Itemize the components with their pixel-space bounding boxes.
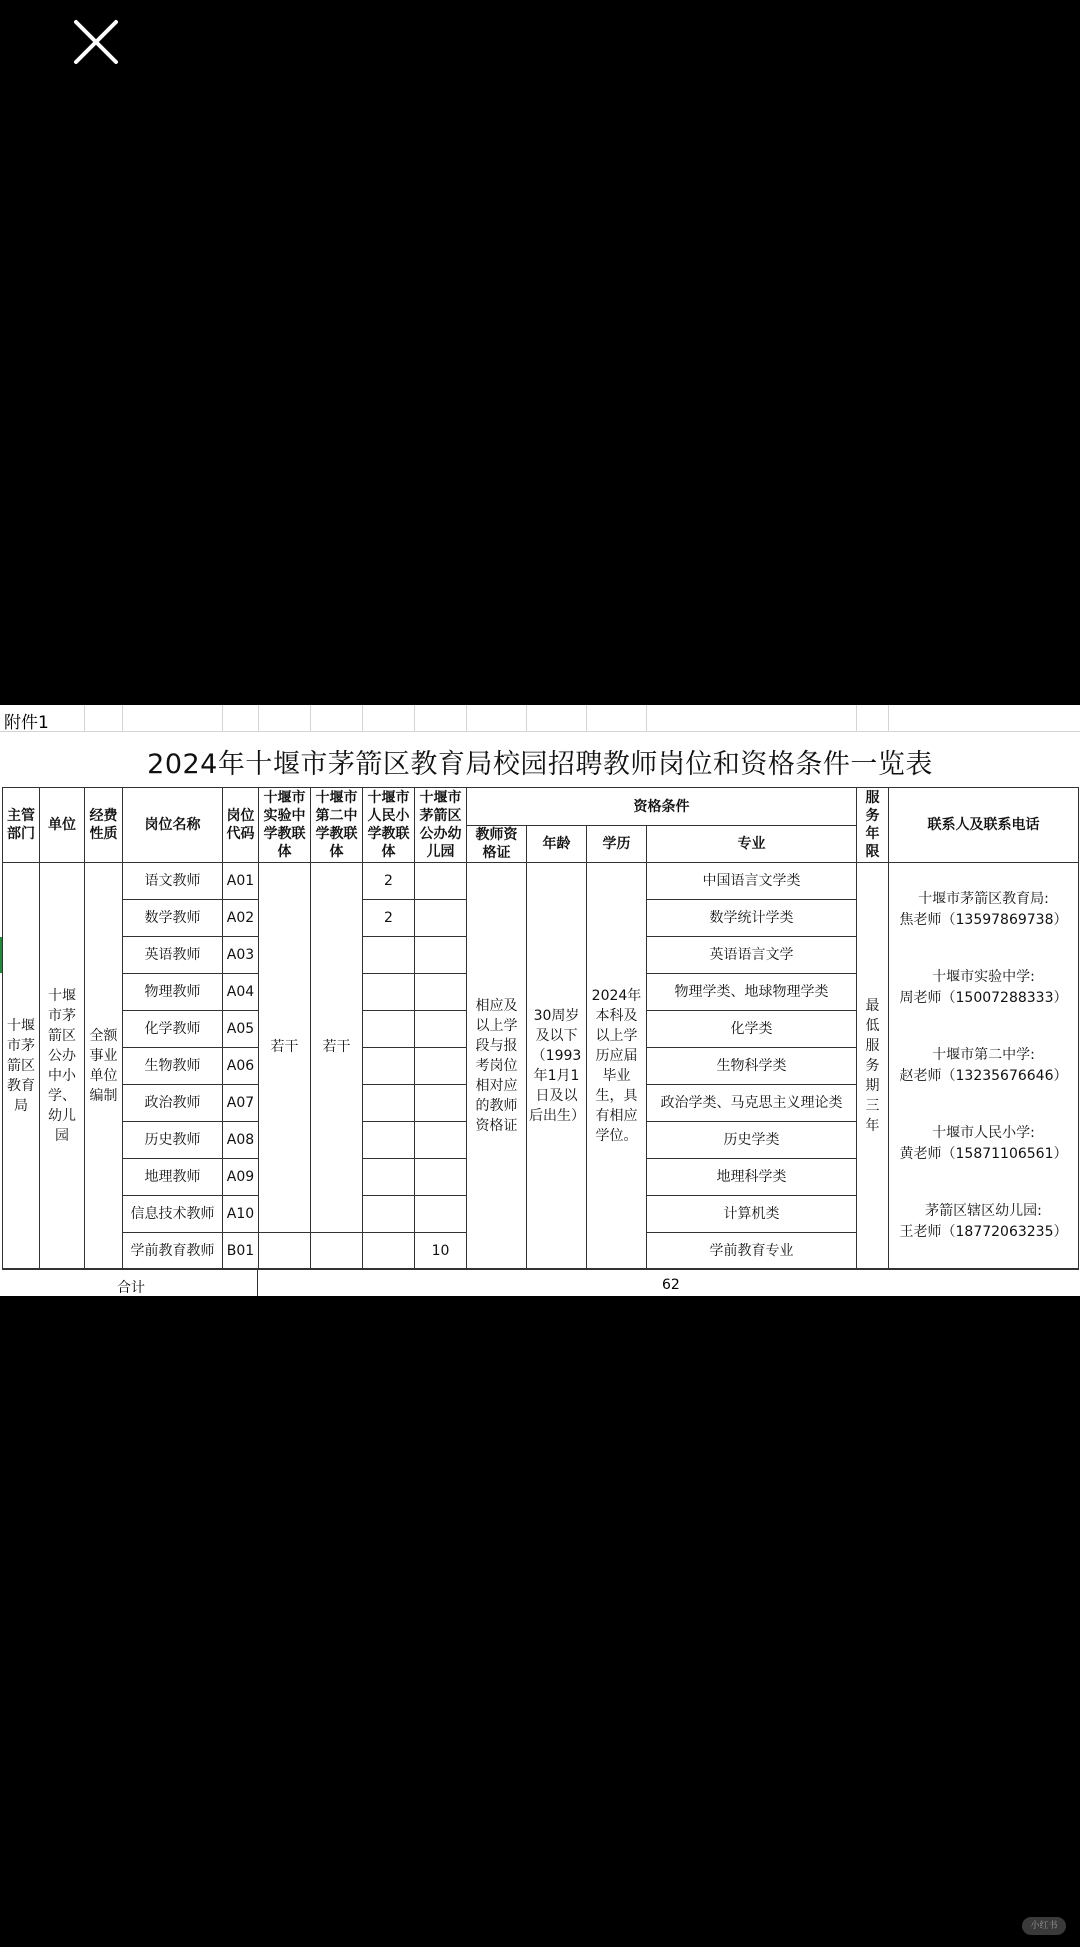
cell-school4-count bbox=[415, 937, 467, 974]
cell-school1-count: 若干 bbox=[259, 863, 311, 1233]
document-image[interactable] bbox=[0, 705, 1080, 1296]
cell-position-code: A02 bbox=[223, 900, 259, 937]
header-school3: 十堰市人民小学教联体 bbox=[363, 788, 415, 863]
sheet-gridline bbox=[586, 705, 587, 731]
sheet-gridline bbox=[888, 705, 889, 731]
cell-school2-count bbox=[311, 1233, 363, 1270]
contact-org: 茅箭区辖区幼儿园: bbox=[925, 1203, 1042, 1219]
cell-funding: 全额事业单位编制 bbox=[85, 863, 123, 1270]
cell-school4-count bbox=[415, 1085, 467, 1122]
contact-org: 十堰市人民小学: bbox=[932, 1125, 1035, 1141]
cell-position-code: A06 bbox=[223, 1048, 259, 1085]
sheet-gridline bbox=[310, 705, 311, 731]
cell-position-code: A09 bbox=[223, 1159, 259, 1196]
contact-org: 十堰市第二中学: bbox=[932, 1047, 1035, 1063]
positions-table-wrapper bbox=[2, 787, 1078, 1270]
cell-major: 政治学类、马克思主义理论类 bbox=[647, 1085, 857, 1122]
header-code: 岗位代码 bbox=[223, 788, 259, 863]
cell-school3-count bbox=[363, 1159, 415, 1196]
cell-dept: 十堰市茅箭区教育局 bbox=[3, 863, 40, 1270]
sheet-gridline bbox=[526, 705, 527, 731]
close-button[interactable] bbox=[70, 16, 122, 68]
sheet-gridline bbox=[0, 731, 1080, 732]
cell-school4-count: 10 bbox=[415, 1233, 467, 1270]
cell-position-code: A05 bbox=[223, 1011, 259, 1048]
cell-school4-count bbox=[415, 900, 467, 937]
cell-school3-count bbox=[363, 974, 415, 1011]
cell-position-code: A01 bbox=[223, 863, 259, 900]
cell-service: 最低服务期三年 bbox=[857, 863, 889, 1270]
cell-school3-count: 2 bbox=[363, 900, 415, 937]
cell-school3-count: 2 bbox=[363, 863, 415, 900]
cell-cert: 相应及以上学段与报考岗位相对应的教师资格证 bbox=[467, 863, 527, 1270]
header-contact: 联系人及联系电话 bbox=[889, 788, 1079, 863]
watermark-badge: 小红书 bbox=[1022, 1917, 1066, 1935]
contact-org: 十堰市实验中学: bbox=[932, 969, 1035, 985]
cell-position-code: A08 bbox=[223, 1122, 259, 1159]
cell-school4-count bbox=[415, 1196, 467, 1233]
cell-position-name: 生物教师 bbox=[123, 1048, 223, 1085]
document-title: 2024年十堰市茅箭区教育局校园招聘教师岗位和资格条件一览表 bbox=[147, 749, 933, 780]
header-age: 年龄 bbox=[527, 826, 587, 863]
contact-org: 十堰市茅箭区教育局: bbox=[918, 891, 1049, 907]
contact-entry bbox=[891, 1123, 1076, 1165]
cell-position-name: 英语教师 bbox=[123, 937, 223, 974]
contact-person: 黄老师（15871106561） bbox=[899, 1146, 1068, 1162]
sheet-gridline bbox=[414, 705, 415, 731]
header-education: 学历 bbox=[587, 826, 647, 863]
sheet-gridline bbox=[84, 705, 85, 731]
sheet-gridline bbox=[856, 705, 857, 731]
header-position: 岗位名称 bbox=[123, 788, 223, 863]
cell-school4-count bbox=[415, 863, 467, 900]
header-unit: 单位 bbox=[40, 788, 85, 863]
contact-person: 周老师（15007288333） bbox=[899, 990, 1068, 1006]
cell-position-code: A07 bbox=[223, 1085, 259, 1122]
cell-position-name: 学前教育教师 bbox=[123, 1233, 223, 1270]
cell-school2-count: 若干 bbox=[311, 863, 363, 1233]
cell-major: 生物科学类 bbox=[647, 1048, 857, 1085]
cell-school4-count bbox=[415, 1048, 467, 1085]
cell-position-name: 数学教师 bbox=[123, 900, 223, 937]
sheet-gridline bbox=[258, 705, 259, 731]
cell-major: 学前教育专业 bbox=[647, 1233, 857, 1270]
cell-position-code: B01 bbox=[223, 1233, 259, 1270]
contact-entry bbox=[891, 967, 1076, 1009]
cell-school3-count bbox=[363, 1233, 415, 1270]
cell-school3-count bbox=[363, 1196, 415, 1233]
cell-school4-count bbox=[415, 1159, 467, 1196]
header-cert: 教师资格证 bbox=[467, 826, 527, 863]
cell-position-name: 信息技术教师 bbox=[123, 1196, 223, 1233]
attachment-label: 附件1 bbox=[4, 713, 49, 733]
contact-person: 王老师（18772063235） bbox=[899, 1224, 1068, 1240]
cell-position-name: 地理教师 bbox=[123, 1159, 223, 1196]
cell-position-code: A10 bbox=[223, 1196, 259, 1233]
cell-major: 英语语言文学 bbox=[647, 937, 857, 974]
cell-school3-count bbox=[363, 1122, 415, 1159]
cell-school1-count bbox=[259, 1233, 311, 1270]
total-row bbox=[2, 1268, 1078, 1296]
header-school1: 十堰市实验中学教联体 bbox=[259, 788, 311, 863]
cell-position-name: 历史教师 bbox=[123, 1122, 223, 1159]
cell-position-code: A03 bbox=[223, 937, 259, 974]
cell-position-name: 化学教师 bbox=[123, 1011, 223, 1048]
contact-person: 焦老师（13597869738） bbox=[899, 912, 1068, 928]
sheet-gridline bbox=[222, 705, 223, 731]
cell-position-name: 语文教师 bbox=[123, 863, 223, 900]
table-row bbox=[3, 863, 1079, 900]
cell-school4-count bbox=[415, 1122, 467, 1159]
cell-major: 计算机类 bbox=[647, 1196, 857, 1233]
cell-major: 中国语言文学类 bbox=[647, 863, 857, 900]
cell-position-code: A04 bbox=[223, 974, 259, 1011]
contact-entry bbox=[891, 1201, 1076, 1243]
header-dept: 主管部门 bbox=[3, 788, 40, 863]
cell-school4-count bbox=[415, 1011, 467, 1048]
sheet-gridline bbox=[466, 705, 467, 731]
header-school2: 十堰市第二中学教联体 bbox=[311, 788, 363, 863]
header-service: 服务年限 bbox=[857, 788, 889, 863]
cell-major: 地理科学类 bbox=[647, 1159, 857, 1196]
cell-position-name: 物理教师 bbox=[123, 974, 223, 1011]
cell-school4-count bbox=[415, 974, 467, 1011]
total-value: 62 bbox=[662, 1277, 680, 1293]
contact-person: 赵老师（13235676646） bbox=[899, 1068, 1068, 1084]
cell-school3-count bbox=[363, 1085, 415, 1122]
cell-major: 物理学类、地球物理学类 bbox=[647, 974, 857, 1011]
cell-major: 数学统计学类 bbox=[647, 900, 857, 937]
cell-age: 30周岁及以下（1993年1月1日及以后出生） bbox=[527, 863, 587, 1270]
cell-school3-count bbox=[363, 1048, 415, 1085]
header-school4: 十堰市茅箭区公办幼儿园 bbox=[415, 788, 467, 863]
total-divider bbox=[257, 1269, 258, 1296]
header-major: 专业 bbox=[647, 826, 857, 863]
cell-contacts bbox=[889, 863, 1079, 1270]
cell-major: 化学类 bbox=[647, 1011, 857, 1048]
cell-education: 2024年本科及以上学历应届毕业生，具有相应学位。 bbox=[587, 863, 647, 1270]
cell-position-name: 政治教师 bbox=[123, 1085, 223, 1122]
close-icon bbox=[70, 16, 122, 68]
header-funding: 经费性质 bbox=[85, 788, 123, 863]
positions-table bbox=[2, 787, 1079, 1270]
cell-school3-count bbox=[363, 1011, 415, 1048]
cell-major: 历史学类 bbox=[647, 1122, 857, 1159]
total-label: 合计 bbox=[117, 1280, 145, 1296]
cell-unit: 十堰市茅箭区公办中小学、幼儿园 bbox=[40, 863, 85, 1270]
sheet-gridline bbox=[362, 705, 363, 731]
contact-entry bbox=[891, 889, 1076, 931]
header-qualifications: 资格条件 bbox=[467, 788, 857, 826]
sheet-gridline bbox=[646, 705, 647, 731]
contact-entry bbox=[891, 1045, 1076, 1087]
sheet-gridline bbox=[122, 705, 123, 731]
cell-school3-count bbox=[363, 937, 415, 974]
